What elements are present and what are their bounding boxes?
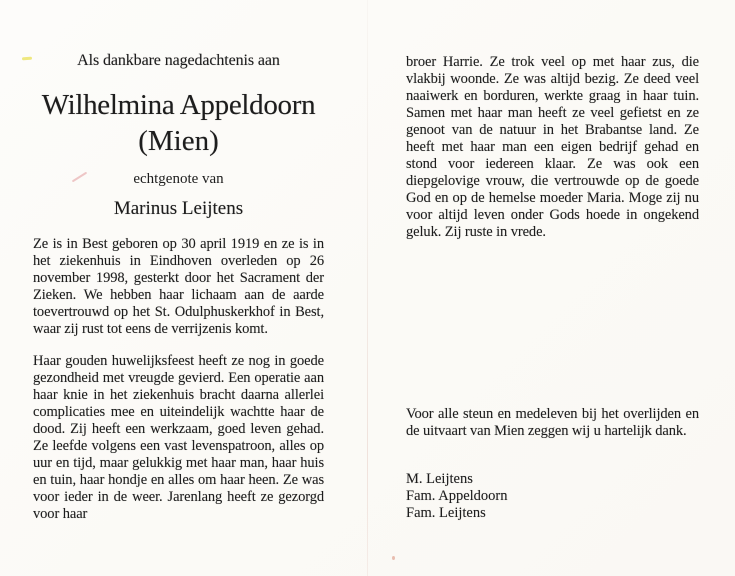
scan-artifact [392,556,395,560]
relation-label: echtgenote van [133,171,224,187]
signature-item: M. Leijtens [406,471,473,487]
deceased-name: Wilhelmina Appeldoorn [41,89,316,121]
acknowledgement-text: Voor alle steun en medeleven bij het overlijden en de uitvaart van Mien zeggen wij u hartelijk dank. [406,406,699,439]
signature-item: Fam. Leijtens [406,505,486,521]
dedication-text: Als dankbare nagedachtenis aan [77,52,280,69]
biography-paragraph-continued: broer Harrie. Ze trok veel op met haar zus, die vlakbij woonde. Ze was altijd bezig. Ze deed veel naaiwerk en borduren, werkte graag in haar tuin. Samen met haar man heeft ze veel gefietst en ze genoot van de natuur in het Brabantse land. Ze heeft met haar man een eigen bedrijf gehad en stond voor iedereen klaar. Ze was ook een diepgelovige vrouw, die vertrouwde op de goede God en op de hemelse moeder Maria. Moge zij nu voor altijd leven onder Gods hoede in ongekend geluk. Zij ruste in vrede. [406,54,699,240]
biography-paragraph-birth-death: Ze is in Best geboren op 30 april 1919 en ze is in het ziekenhuis in Eindhoven overleden op 26 november 1998, gesterkt door het Sacrament der Zieken. We hebben haar lichaam aan de aarde toevertrouwd op het St. Odulphuskerkhof in Best, waar zij rust tot eens de verrijzenis komt. [33,236,324,337]
deceased-nickname: (Mien) [138,125,219,157]
biography-paragraph-life: Haar gouden huwelijksfeest heeft ze nog in goede gezondheid met vreugde gevierd. Een operatie aan haar knie in het ziekenhuis bracht daarna allerlei complicaties mee en uiteindelijk wachtte haar de dood. Zij heeft een werkzaam, goed leven gehad. Ze leefde volgens een vast levenspatroon, alles op uur en tijd, maar gelukkig met haar man, haar huis en tuin, haar hondje en alles om haar heen. Ze was voor ieder in de weer. Jarenlang heeft ze gezorgd voor haar [33,353,324,522]
card-fold-line [367,0,368,576]
signature-item: Fam. Appeldoorn [406,488,508,504]
signature-block [406,471,699,522]
spouse-name: Marinus Leijtens [113,198,244,219]
scan-artifact [22,57,32,61]
